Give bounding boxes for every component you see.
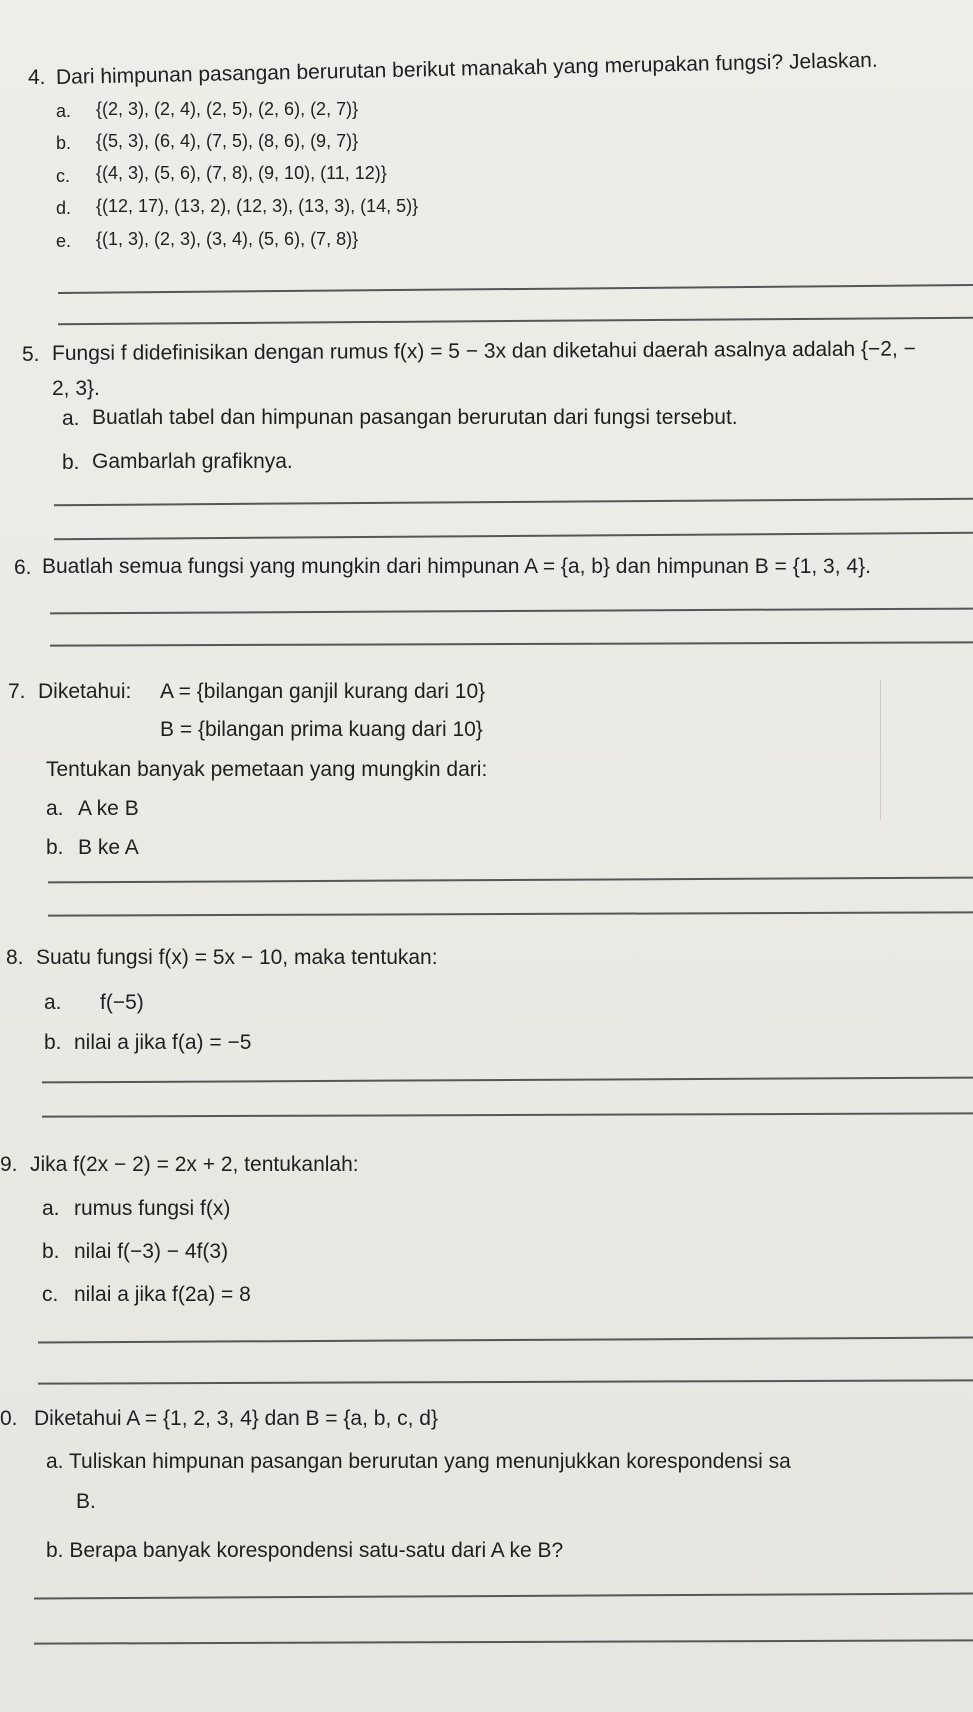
q4-answer-line-2[interactable] <box>58 317 973 325</box>
q9-answer-line-2[interactable] <box>38 1379 973 1384</box>
q10-number: 0. <box>0 1407 18 1430</box>
q9-part-b: nilai f(−3) − 4f(3) <box>74 1240 229 1263</box>
q7-set-a: A = {bilangan ganjil kurang dari 10} <box>160 680 486 703</box>
q4-option-a-label: a. <box>56 101 72 121</box>
q8-part-b-label: b. <box>44 1031 62 1054</box>
q9-answer-line-1[interactable] <box>38 1337 973 1344</box>
q5-text: Fungsi f didefinisikan dengan rumus f(x) = 5 − 3x dan diketahui daerah asalnya adalah {−2, − <box>51 337 916 365</box>
q9-part-a: rumus fungsi f(x) <box>74 1197 231 1220</box>
q7-given-label: Diketahui: <box>38 680 132 703</box>
q5-part-a-label: a. <box>62 407 80 430</box>
q9-part-b-label: b. <box>42 1240 60 1263</box>
q9-number: 9. <box>0 1153 18 1176</box>
q10-answer-line-2[interactable] <box>34 1639 973 1644</box>
q9-text: Jika f(2x − 2) = 2x + 2, tentukanlah: <box>30 1153 359 1176</box>
q4-option-b-label: b. <box>56 133 72 153</box>
q4-option-e: {(1, 3), (2, 3), (3, 4), (5, 6), (7, 8)} <box>96 229 359 249</box>
q5-part-b-label: b. <box>62 451 80 474</box>
q7-part-b-label: b. <box>46 836 64 859</box>
q5-number: 5. <box>22 343 40 366</box>
q7-prompt: Tentukan banyak pemetaan yang mungkin dari: <box>46 758 488 781</box>
q7-answer-line-1[interactable] <box>48 877 973 884</box>
q8-answer-line-2[interactable] <box>42 1112 973 1117</box>
q8-part-a-label: a. <box>44 991 62 1014</box>
q7-answer-line-2[interactable] <box>48 911 973 916</box>
q7-part-b: B ke A <box>78 836 139 859</box>
q9-part-a-label: a. <box>42 1197 60 1220</box>
q6-answer-line-1[interactable] <box>50 608 973 615</box>
q10-text: Diketahui A = {1, 2, 3, 4} dan B = {a, b, c, d} <box>34 1407 438 1430</box>
q5-answer-line-1[interactable] <box>54 498 973 506</box>
q4-option-c-label: c. <box>56 166 71 186</box>
q7-part-a-label: a. <box>46 797 64 820</box>
q4-option-c: {(4, 3), (5, 6), (7, 8), (9, 10), (11, 12)} <box>96 163 387 183</box>
q4-option-e-label: e. <box>56 231 72 251</box>
q6-number: 6. <box>14 556 32 579</box>
q5-text-cont: 2, 3}. <box>52 377 100 400</box>
q6-text: Buatlah semua fungsi yang mungkin dari himpunan A = {a, b} dan himpunan B = {1, 3, 4}. <box>42 555 871 578</box>
q8-number: 8. <box>6 946 24 969</box>
q4-text: Dari himpunan pasangan berurutan berikut manakah yang merupakan fungsi? Jelaskan. <box>55 48 878 89</box>
q8-answer-line-1[interactable] <box>42 1077 973 1084</box>
page-shadow-mark <box>880 680 973 820</box>
q6-answer-line-2[interactable] <box>50 641 973 646</box>
q10-part-b: b. Berapa banyak korespondensi satu-satu dari A ke B? <box>46 1539 564 1562</box>
q9-part-c-label: c. <box>42 1283 59 1306</box>
q8-part-b: nilai a jika f(a) = −5 <box>74 1031 252 1054</box>
q8-text: Suatu fungsi f(x) = 5x − 10, maka tentukan: <box>36 946 438 969</box>
q10-part-a: a. Tuliskan himpunan pasangan berurutan yang menunjukkan korespondensi sa <box>46 1450 791 1473</box>
q4-number: 4. <box>28 66 46 89</box>
q4-option-d-label: d. <box>56 198 72 218</box>
q4-answer-line-1[interactable] <box>58 284 973 294</box>
q4-option-d: {(12, 17), (13, 2), (12, 3), (13, 3), (14, 5)} <box>96 196 419 216</box>
q9-part-c: nilai a jika f(2a) = 8 <box>74 1283 251 1306</box>
q7-set-b: B = {bilangan prima kuang dari 10} <box>160 718 483 741</box>
q5-answer-line-2[interactable] <box>54 532 973 540</box>
q5-part-b: Gambarlah grafiknya. <box>92 450 293 473</box>
q4-option-b: {(5, 3), (6, 4), (7, 5), (8, 6), (9, 7)} <box>96 131 359 151</box>
q10-part-a-cont: B. <box>76 1490 96 1513</box>
q10-answer-line-1[interactable] <box>34 1593 973 1600</box>
q7-part-a: A ke B <box>78 797 139 820</box>
q5-part-a: Buatlah tabel dan himpunan pasangan berurutan dari fungsi tersebut. <box>92 406 738 429</box>
q7-number: 7. <box>8 680 26 703</box>
q8-part-a: f(−5) <box>100 991 144 1014</box>
q4-option-a: {(2, 3), (2, 4), (2, 5), (2, 6), (2, 7)} <box>96 99 359 119</box>
